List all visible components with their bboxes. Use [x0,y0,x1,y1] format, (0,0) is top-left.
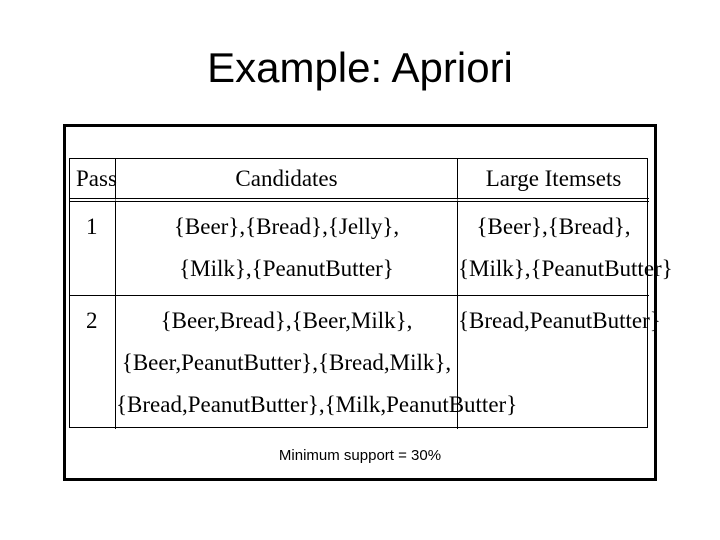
candidate-line: {Beer,Bread},{Beer,Milk}, [160,308,413,333]
large-itemset-line: {Milk},{PeanutButter} [458,256,673,281]
large-itemset-line: {Beer},{Bread}, [476,214,631,239]
apriori-table [69,158,673,428]
row-2-pass: 2 [70,296,116,429]
candidate-line: {Milk},{PeanutButter} [179,256,394,281]
row-1-pass: 1 [70,202,116,296]
candidate-line: {Beer},{Bread},{Jelly}, [173,214,400,239]
minimum-support-note: Minimum support = 30% [278,447,442,464]
large-itemset-line: {Bread,PeanutButter} [458,308,661,333]
row-1-candidates [116,202,458,296]
table-figure [63,124,673,481]
row-2-candidates [116,296,518,429]
header-pass: Pass [70,159,116,202]
candidate-line: {Beer,PeanutButter},{Bread,Milk}, [121,350,452,375]
header-large-itemsets: Large Itemsets [458,159,649,202]
row-1-large-itemsets [458,202,673,296]
header-candidates: Candidates [116,159,458,202]
row-2-large-itemsets [458,296,661,429]
candidate-line: {Bread,PeanutButter},{Milk,PeanutButter} [116,392,518,417]
slide-title: Example: Apriori [207,44,513,91]
